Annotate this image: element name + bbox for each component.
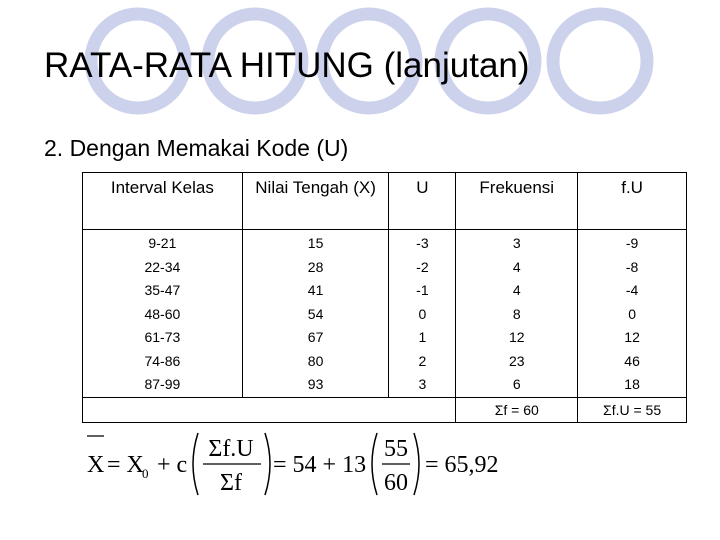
fu-cell: -8 (625, 258, 639, 275)
paren-right-2 (414, 433, 419, 495)
code-cell: 0 (418, 305, 427, 322)
frequency-cell: 4 (512, 282, 521, 298)
frequency-cell: 4 (512, 258, 521, 275)
code-cell: -2 (416, 258, 429, 275)
interval-column (83, 230, 243, 398)
formula-num2: 55 (384, 436, 408, 462)
formula-sub0: 0 (142, 466, 149, 481)
code-cell: -3 (416, 235, 429, 251)
fu-cell: 0 (628, 305, 636, 322)
mean-formula (85, 428, 525, 500)
formula-den2: 60 (384, 470, 408, 496)
frequency-cell: 12 (508, 329, 525, 345)
frequency-table (82, 172, 687, 423)
interval-cell: 35-47 (144, 282, 181, 298)
header-fu: f.U (578, 173, 687, 230)
slide-title: RATA-RATA HITUNG (lanjutan) (44, 46, 530, 85)
interval-cell: 74-86 (144, 352, 181, 369)
table-header-row (83, 173, 687, 230)
fu-column (578, 230, 687, 398)
formula-den1: Σf (220, 470, 242, 496)
code-cell: 1 (418, 329, 427, 345)
midpoint-cell: 41 (307, 282, 324, 298)
interval-cell: 48-60 (144, 305, 181, 322)
sum-empty-cell (83, 397, 456, 422)
header-interval: Interval Kelas (83, 173, 243, 230)
formula-plus-c: + c (157, 452, 188, 478)
frequency-cell: 6 (512, 376, 521, 392)
midpoint-column (242, 230, 389, 398)
code-cell: 2 (418, 352, 427, 369)
paren-left-2 (372, 433, 377, 495)
sum-fu: Σf.U = 55 (578, 397, 687, 422)
interval-cell: 87-99 (144, 376, 181, 392)
frequency-cell: 3 (512, 235, 521, 251)
midpoint-cell: 54 (307, 305, 324, 322)
midpoint-cell: 93 (307, 376, 324, 392)
frequency-cell: 23 (508, 352, 525, 369)
table-sum-row (83, 397, 687, 422)
formula-result: = 65,92 (425, 452, 499, 478)
midpoint-cell: 80 (307, 352, 324, 369)
paren-right-1 (265, 433, 270, 495)
fu-cell: 12 (624, 329, 640, 345)
interval-cell: 9-21 (148, 235, 177, 251)
code-column (389, 230, 456, 398)
header-frequency: Frekuensi (456, 173, 578, 230)
frequency-column (456, 230, 578, 398)
slide-subtitle: 2. Dengan Memakai Kode (U) (44, 135, 349, 161)
header-midpoint: Nilai Tengah (X) (242, 173, 389, 230)
header-code: U (389, 173, 456, 230)
midpoint-cell: 28 (307, 258, 324, 275)
midpoint-cell: 15 (307, 235, 324, 251)
midpoint-cell: 67 (307, 329, 324, 345)
table-data-row (83, 230, 687, 398)
formula-num1: Σf.U (208, 436, 254, 462)
interval-cell: 61-73 (144, 329, 181, 345)
interval-cell: 22-34 (144, 258, 181, 275)
code-cell: 3 (418, 376, 427, 392)
frequency-cell: 8 (512, 305, 521, 322)
fu-cell: -9 (625, 235, 639, 251)
formula-middle: = 54 + 13 (273, 452, 367, 478)
paren-left-1 (193, 433, 198, 495)
code-cell: -1 (416, 282, 429, 298)
fu-cell: -4 (625, 282, 639, 298)
formula-eq1: = X (107, 452, 144, 478)
fu-cell: 18 (624, 376, 640, 392)
formula-lhs: X (87, 452, 105, 478)
fu-cell: 46 (624, 352, 640, 369)
sum-frequency: Σf = 60 (456, 397, 578, 422)
